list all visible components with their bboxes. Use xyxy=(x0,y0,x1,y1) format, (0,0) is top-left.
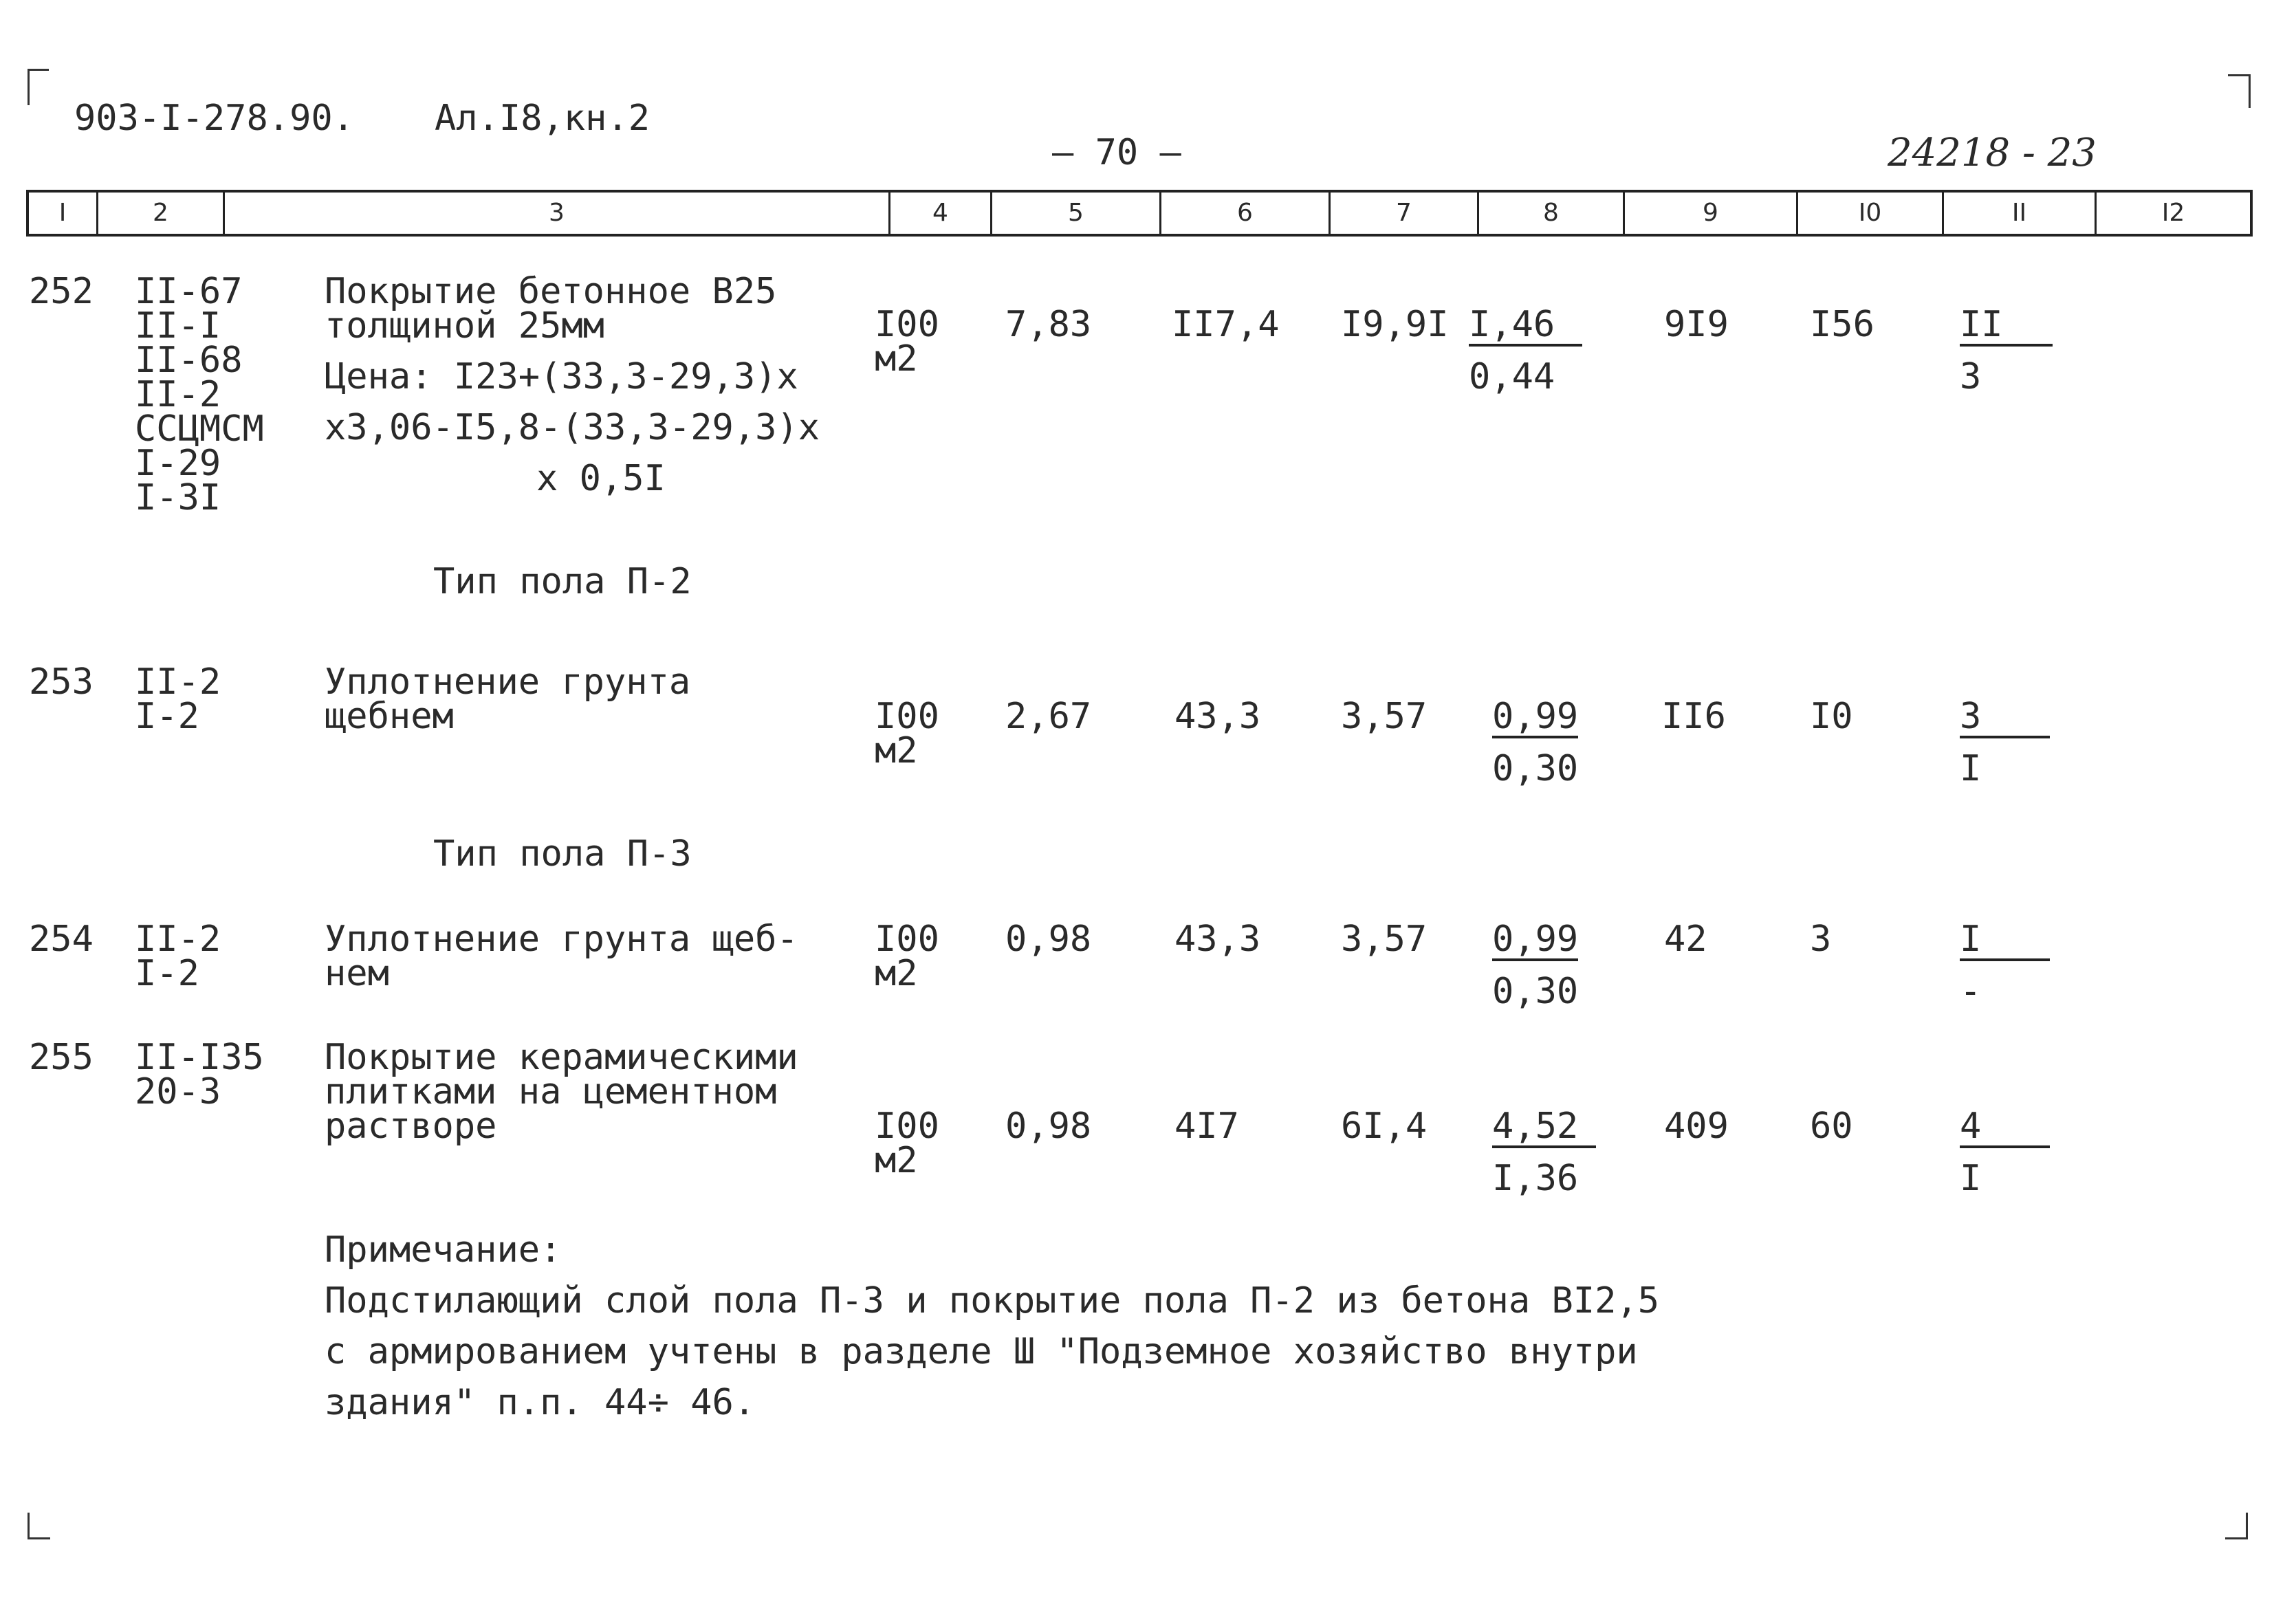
fraction-denominator: 0,30 xyxy=(1492,971,1579,1012)
section-title: Тип пола П-3 xyxy=(433,833,692,875)
unit-line: м2 xyxy=(875,1140,918,1181)
unit-line: I00 xyxy=(875,1106,939,1147)
fraction-numerator: II xyxy=(1960,307,2053,347)
document-code: 903-I-278.90. xyxy=(74,98,354,139)
description-line: толщиной 25мм xyxy=(325,305,604,347)
code-line: I-3I xyxy=(135,477,221,518)
description-line: Покрытие керамическими xyxy=(325,1037,798,1078)
column-header-12: I2 xyxy=(2095,193,2250,234)
code-line: II-I xyxy=(135,305,221,347)
fraction-col-8 xyxy=(1492,919,1579,1012)
unit-line: I00 xyxy=(875,919,939,960)
fraction-denominator: I xyxy=(1960,1158,1982,1199)
fraction-col-11 xyxy=(1960,919,2050,1012)
description-line: х3,06-I5,8-(33,3-29,3)х xyxy=(325,407,820,448)
page-number: — 70 — xyxy=(1052,132,1181,173)
corner-mark-top-right xyxy=(2228,74,2251,108)
description-line: щебнем xyxy=(325,696,454,737)
value-col-10: 60 xyxy=(1810,1106,1853,1147)
column-header-11: II xyxy=(1942,193,2095,234)
fraction-denominator: I xyxy=(1960,748,1982,789)
value-col-9: 409 xyxy=(1664,1106,1729,1147)
fraction-numerator: 4,52 xyxy=(1492,1108,1596,1148)
row-number: 252 xyxy=(29,271,94,312)
code-line: 20-3 xyxy=(135,1071,221,1112)
section-title: Тип пола П-2 xyxy=(433,561,692,602)
code-line: I-2 xyxy=(135,953,199,994)
description-line: Уплотнение грунта щеб- xyxy=(325,919,798,960)
fraction-numerator: I xyxy=(1960,921,2050,961)
column-header-5: 5 xyxy=(990,193,1159,234)
value-col-7: 3,57 xyxy=(1341,696,1428,737)
corner-mark-bottom-right xyxy=(2225,1513,2248,1539)
row-number: 253 xyxy=(29,661,94,703)
fraction-col-8 xyxy=(1492,1106,1596,1199)
column-header-row xyxy=(26,190,2253,237)
fraction-denominator: 0,44 xyxy=(1469,356,1555,397)
note-line: с армированием учтены в разделе Ш "Подземное хозяйство внутри xyxy=(325,1331,1638,1372)
value-col-10: I56 xyxy=(1810,304,1874,345)
fraction-col-8 xyxy=(1469,304,1582,397)
fraction-denominator: I,36 xyxy=(1492,1158,1579,1199)
value-col-5: 7,83 xyxy=(1005,304,1092,345)
unit-line: м2 xyxy=(875,730,918,771)
unit-line: I00 xyxy=(875,696,939,737)
note-line: здания" п.п. 44÷ 46. xyxy=(325,1382,756,1423)
value-col-6: 43,3 xyxy=(1174,696,1261,737)
value-col-9: 9I9 xyxy=(1664,304,1729,345)
fraction-numerator: 3 xyxy=(1960,699,2050,738)
unit-line: I00 xyxy=(875,304,939,345)
value-col-7: 3,57 xyxy=(1341,919,1428,960)
corner-mark-bottom-left xyxy=(28,1513,50,1539)
fraction-denominator: - xyxy=(1960,971,1982,1012)
fraction-col-11 xyxy=(1960,696,2050,789)
description-line: х 0,5I xyxy=(536,458,666,499)
code-line: II-2 xyxy=(135,374,221,415)
column-header-1: I xyxy=(58,199,67,227)
description-line: Уплотнение грунта xyxy=(325,661,691,703)
value-col-9: II6 xyxy=(1661,696,1726,737)
value-col-6: II7,4 xyxy=(1172,304,1280,345)
column-header-7: 7 xyxy=(1329,193,1477,234)
description-line: Цена: I23+(33,3-29,3)х xyxy=(325,356,798,397)
value-col-5: 0,98 xyxy=(1005,1106,1092,1147)
code-line: ССЦМСМ xyxy=(135,408,264,450)
column-header-6: 6 xyxy=(1159,193,1329,234)
row-number: 254 xyxy=(29,919,94,960)
value-col-7: I9,9I xyxy=(1341,304,1449,345)
corner-mark-top-left xyxy=(28,69,49,105)
column-header-9: 9 xyxy=(1623,193,1796,234)
value-col-10: 3 xyxy=(1810,919,1832,960)
unit-line: м2 xyxy=(875,338,918,380)
value-col-5: 0,98 xyxy=(1005,919,1092,960)
column-header-4: 4 xyxy=(888,193,990,234)
fraction-col-11 xyxy=(1960,304,2053,397)
unit-line: м2 xyxy=(875,953,918,994)
column-header-10: I0 xyxy=(1796,193,1942,234)
fraction-numerator: 4 xyxy=(1960,1108,2050,1148)
fraction-col-11 xyxy=(1960,1106,2050,1199)
code-line: II-I35 xyxy=(135,1037,264,1078)
code-line: I-2 xyxy=(135,696,199,737)
value-col-6: 43,3 xyxy=(1174,919,1261,960)
fraction-denominator: 0,30 xyxy=(1492,748,1579,789)
fraction-numerator: 0,99 xyxy=(1492,919,1579,960)
code-line: II-2 xyxy=(135,919,221,960)
column-header-3: 3 xyxy=(223,193,888,234)
code-line: II-67 xyxy=(135,271,243,312)
code-line: I-29 xyxy=(135,443,221,484)
column-header-2: 2 xyxy=(96,193,223,234)
fraction-col-8 xyxy=(1492,696,1579,789)
fraction-numerator: 0,99 xyxy=(1492,696,1579,737)
value-col-6: 4I7 xyxy=(1174,1106,1239,1147)
value-col-7: 6I,4 xyxy=(1341,1106,1428,1147)
fraction-numerator: I,46 xyxy=(1469,307,1582,347)
code-line: II-68 xyxy=(135,340,243,381)
description-line: плитками на цементном xyxy=(325,1071,777,1112)
value-col-9: 42 xyxy=(1664,919,1707,960)
fraction-denominator: 3 xyxy=(1960,356,1982,397)
value-col-10: I0 xyxy=(1810,696,1853,737)
description-line: нем xyxy=(325,953,389,994)
column-header-8: 8 xyxy=(1477,193,1623,234)
value-col-5: 2,67 xyxy=(1005,696,1092,737)
album-reference: Ал.I8,кн.2 xyxy=(435,98,651,139)
row-number: 255 xyxy=(29,1037,94,1078)
handwritten-number: 24218 - 23 xyxy=(1888,131,2097,175)
code-line: II-2 xyxy=(135,661,221,703)
description-line: Покрытие бетонное В25 xyxy=(325,271,777,312)
description-line: растворе xyxy=(325,1106,497,1147)
note-line: Подстилающий слой пола П-3 и покрытие пола П-2 из бетона ВI2,5 xyxy=(325,1280,1660,1321)
note-title: Примечание: xyxy=(325,1229,562,1271)
